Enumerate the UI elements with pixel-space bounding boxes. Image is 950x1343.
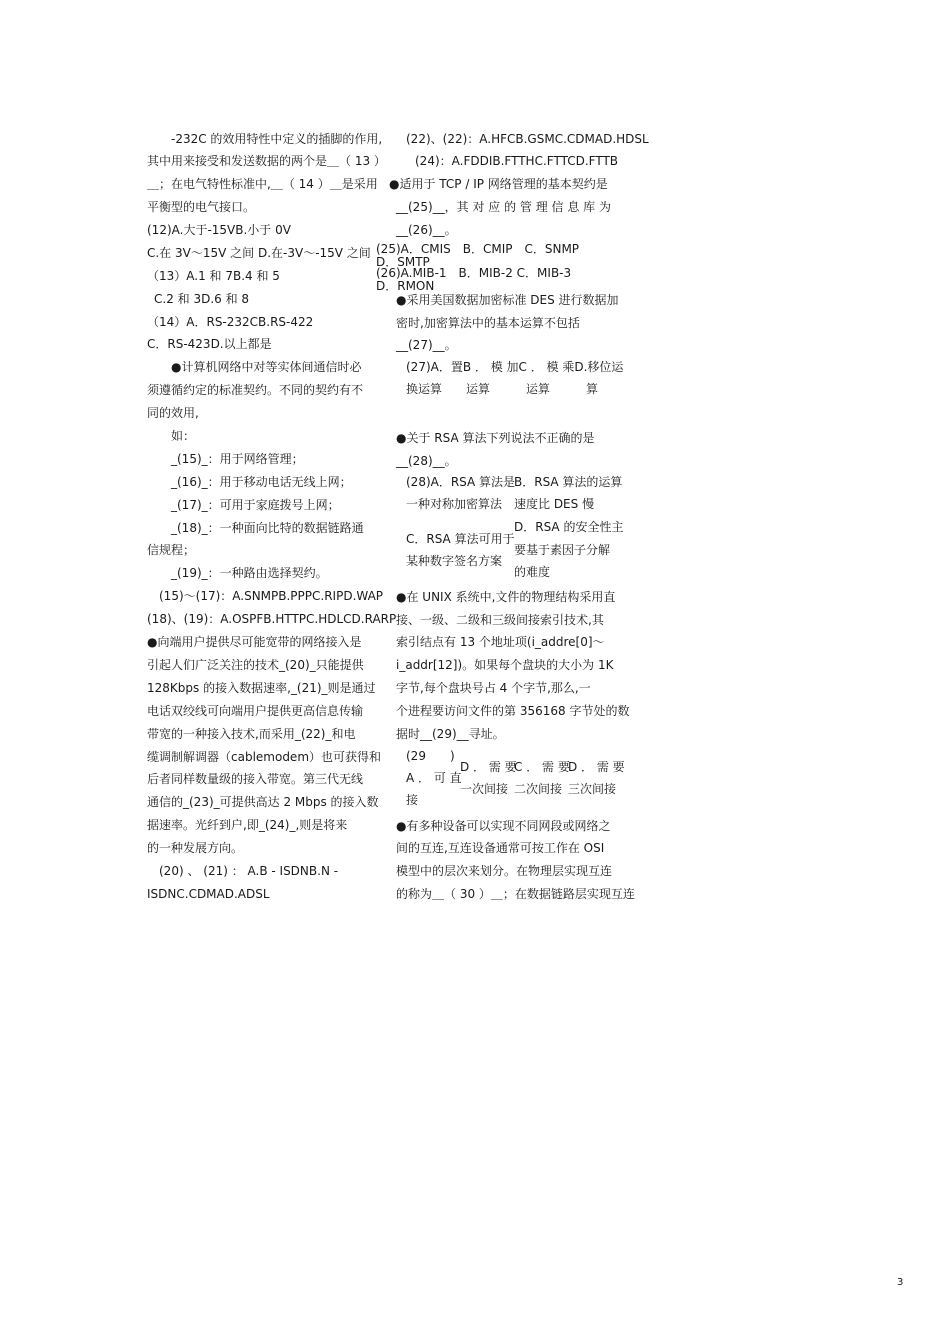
- left-line: ●向端用户提供尽可能宽带的网络接入是: [147, 635, 362, 649]
- right-line: 接: [406, 793, 419, 807]
- right-line: i_addr[12])。如果每个盘块的大小为 1K: [396, 658, 614, 672]
- left-line: （14）A．RS-232CB.RS-422: [147, 315, 314, 329]
- left-line: (12)A.大于-15VB.小于 0V: [147, 223, 291, 237]
- right-line: C．RSA 算法可用于: [406, 532, 515, 546]
- right-line: 某种数字签名方案: [406, 554, 503, 568]
- right-line: (22)、(22)：A.HFCB.GSMC.CDMAD.HDSL: [406, 132, 649, 146]
- left-line: 平衡型的电气接口。: [147, 200, 256, 214]
- right-line: D．RMON: [376, 279, 435, 293]
- right-line: 换运算 运算 运算 算: [406, 382, 599, 396]
- left-line: 带宽的一种接入技术,而采用_(22)_和电: [147, 727, 356, 741]
- right-line: (29 ): [406, 749, 455, 763]
- right-line: 索引结点有 13 个地址项(i_addre[0]～: [396, 635, 605, 649]
- left-line: _(17)_：可用于家庭拨号上网；: [171, 498, 340, 512]
- right-line: A ． 可 直: [406, 771, 462, 785]
- left-line: _(19)_：一种路由选择契约。: [171, 566, 328, 580]
- right-line: __(26)__。: [396, 223, 457, 237]
- left-line: 通信的_(23)_可提供高达 2 Mbps 的接入数: [147, 795, 379, 809]
- right-line: ●适用于 TCP / IP 网络管理的基本契约是: [389, 177, 608, 191]
- right-line: ●有多种设备可以实现不同网段或网络之: [396, 819, 611, 833]
- right-line: C ． 需 要: [514, 760, 570, 774]
- right-line: 一种对称加密算法: [406, 497, 503, 511]
- right-line: (26)A.MIB-1 B．MIB-2 C．MIB-3: [376, 266, 572, 280]
- right-line: D．SMTP: [376, 255, 430, 269]
- right-line: ●关于 RSA 算法下列说法不正确的是: [396, 431, 595, 445]
- left-line: 电话双绞线可向端用户提供更高信息传输: [147, 704, 364, 718]
- right-line: 间的互连,互连设备通常可按工作在 OSI: [396, 841, 605, 855]
- right-line: (24)：A.FDDIB.FTTHC.FTTCD.FTTB: [415, 154, 619, 168]
- right-line: D ． 需 要: [460, 760, 517, 774]
- right-line: 的称为＿（ 30 ）＿；在数据链路层实现互连: [396, 887, 635, 901]
- left-line: 据速率。光纤到户,即_(24)_,则是将来: [147, 818, 348, 832]
- right-line: __(27)__。: [396, 338, 457, 352]
- left-line: -232C 的效用特性中定义的插脚的作用,: [171, 132, 383, 146]
- right-line: 三次间接: [568, 782, 617, 796]
- right-line: 接、一级、二级和三级间接索引技术,其: [396, 613, 604, 627]
- right-line: 密时,加密算法中的基本运算不包括: [396, 316, 580, 330]
- left-line: (18)、(19)：A.OSPFB.HTTPC.HDLCD.RARP: [147, 612, 397, 626]
- left-line: 后者同样数量级的接入带宽。第三代无线: [147, 772, 364, 786]
- left-line: 须遵循约定的标准契约。不同的契约有不: [147, 383, 364, 397]
- left-line: C.在 3V～15V 之间 D.在-3V～-15V 之间: [147, 246, 371, 260]
- left-line: ●计算机网络中对等实体间通信时必: [171, 360, 362, 374]
- right-line: B．RSA 算法的运算: [514, 475, 623, 489]
- left-line: 引起人们广泛关注的技术_(20)_只能提供: [147, 658, 364, 672]
- right-line: (25)A．CMIS B．CMIP C．SNMP: [376, 242, 580, 256]
- left-line: ＿；在电气特性标准中,＿（ 14 ）＿是采用: [147, 177, 378, 191]
- left-line: 同的效用,: [147, 406, 199, 420]
- right-line: 二次间接: [514, 782, 563, 796]
- left-line: 128Kbps 的接入数据速率,_(21)_则是通过: [147, 681, 376, 695]
- left-line: ISDNC.CDMAD.ADSL: [147, 887, 270, 901]
- right-line: D．RSA 的安全性主: [514, 520, 624, 534]
- left-line: (15)～(17)：A.SNMPB.PPPC.RIPD.WAP: [159, 589, 384, 603]
- left-line: _(18)_：一种面向比特的数据链路通: [171, 521, 364, 535]
- right-line: __(28)__。: [396, 454, 457, 468]
- right-line: (28)A．RSA 算法是: [406, 475, 516, 489]
- left-line: C．RS-423D.以上都是: [147, 337, 272, 351]
- left-line: _(16)_：用于移动电话无线上网；: [171, 475, 352, 489]
- left-line: 缆调制解调器（cablemodem）也可获得和: [147, 750, 382, 764]
- left-line: 信规程；: [147, 543, 196, 557]
- right-line: 个进程要访问文件的第 356168 字节处的数: [396, 704, 630, 718]
- page-number: 3: [897, 1277, 904, 1288]
- right-line: D ． 需 要: [568, 760, 625, 774]
- right-line: 速度比 DES 慢: [514, 497, 595, 511]
- right-line: 一次间接: [460, 782, 509, 796]
- right-line: 要基于素因子分解: [514, 543, 611, 557]
- right-line: 字节,每个盘块号占 4 个字节,那么,一: [396, 681, 591, 695]
- right-line: 的难度: [514, 565, 551, 579]
- left-line: _(15)_：用于网络管理；: [171, 452, 304, 466]
- right-line: 模型中的层次来划分。在物理层实现互连: [396, 864, 613, 878]
- right-line: 据时__(29)__寻址。: [396, 727, 505, 741]
- left-line: 的一种发展方向。: [147, 841, 244, 855]
- right-line: ●采用美国数据加密标准 DES 进行数据加: [396, 293, 619, 307]
- left-line: C.2 和 3D.6 和 8: [154, 292, 250, 306]
- left-line: （13）A.1 和 7B.4 和 5: [147, 269, 280, 283]
- right-line: __(25)__，其 对 应 的 管 理 信 息 库 为: [396, 200, 611, 214]
- left-line: 其中用来接受和发送数据的两个是＿（ 13 ）: [147, 154, 386, 168]
- right-line: ●在 UNIX 系统中,文件的物理结构采用直: [396, 590, 616, 604]
- right-line: (27)A．置B ． 模 加C ． 模 乘D.移位运: [406, 360, 624, 374]
- left-line: 如：: [171, 429, 196, 443]
- left-line: (20) 、 (21) ： A.B - ISDNB.N -: [159, 864, 339, 878]
